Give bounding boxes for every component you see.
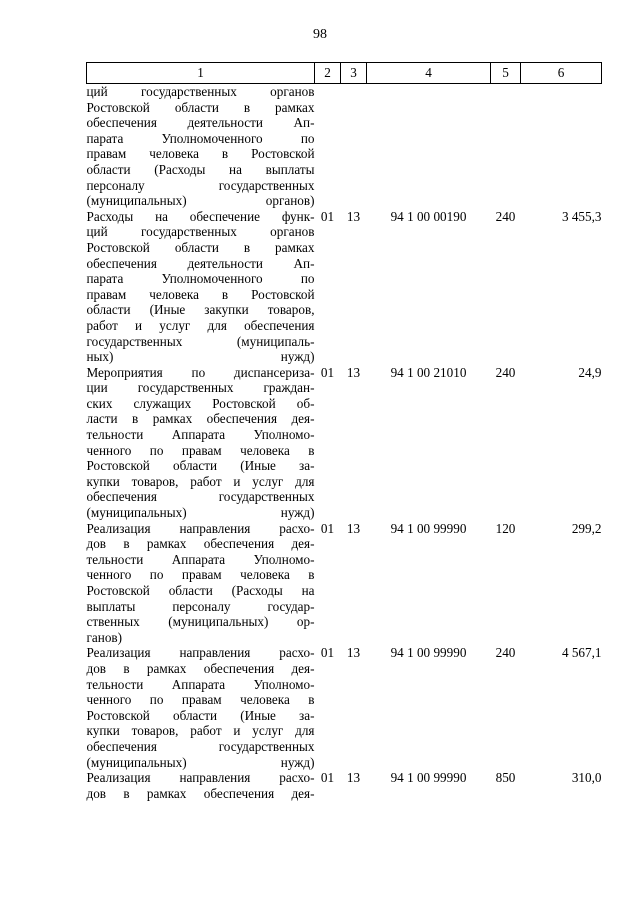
row-description: [87, 770, 315, 801]
description-line: Ростовской области (Расходы на: [86, 583, 315, 598]
description-line: (муниципальных) нужд): [86, 754, 315, 770]
description-line: дов в рамках обеспечения дея-: [86, 785, 315, 801]
description-line: (муниципальных) нужд): [86, 505, 315, 521]
description-line: купки товаров, работ и услуг для: [86, 473, 315, 489]
column-header: 3: [341, 63, 367, 84]
description-line: ченного по правам человека в: [86, 567, 315, 583]
description-line: дов в рамках обеспечения дея-: [86, 536, 315, 552]
expense-type-code: 120: [495, 520, 516, 536]
description-line: тельности Аппарата Уполномо-: [86, 676, 315, 692]
table-header-row: [87, 63, 602, 84]
description-line: ласти в рамках обеспечения дея-: [86, 411, 315, 427]
column-header: 2: [315, 63, 341, 84]
description-line: Реализация направления расхо-: [86, 645, 315, 661]
section-code: 01: [320, 520, 335, 536]
target-article-code: 94 1 00 99990: [390, 520, 467, 536]
description-line: ченного по правам человека в: [86, 442, 315, 458]
description-line: области (Иные закупки товаров,: [86, 302, 315, 318]
description-line: Реализация направления расхо-: [86, 520, 315, 536]
subsection-code: 13: [346, 208, 361, 224]
description-line: обеспечения государственных: [86, 738, 315, 754]
description-line: обеспечения государственных: [86, 489, 315, 505]
section-code: 01: [320, 645, 335, 661]
description-line: Расходы на обеспечение функ-: [86, 208, 315, 224]
description-line: обеспечения деятельности Ап-: [86, 115, 315, 131]
target-article-code: [367, 84, 491, 209]
table-row: [87, 365, 602, 521]
target-article-code: 94 1 00 99990: [390, 645, 467, 661]
description-line: тельности Аппарата Уполномо-: [86, 551, 315, 567]
description-line: Ростовской области (Иные за-: [86, 707, 315, 723]
description-line: правам человека в Ростовской: [86, 286, 315, 302]
budget-table: [86, 62, 602, 801]
row-description: [87, 521, 315, 646]
description-line: парата Уполномоченного по: [86, 130, 315, 146]
description-line: ганов): [86, 629, 123, 645]
table-row: [87, 209, 602, 365]
amount-value: 3 455,3: [561, 208, 602, 224]
expense-type-code: 240: [495, 364, 516, 380]
description-line: Реализация направления расхо-: [86, 770, 315, 786]
table-body: [87, 84, 602, 802]
section-code: 01: [320, 770, 335, 786]
table-row: [87, 521, 602, 646]
description-line: правам человека в Ростовской: [86, 146, 315, 162]
table-row: [87, 84, 602, 209]
description-line: ции государственных граждан-: [86, 380, 315, 396]
target-article-code: 94 1 00 99990: [390, 770, 467, 786]
description-line: Ростовской области в рамках: [86, 239, 315, 255]
description-line: ских служащих Ростовской об-: [86, 395, 315, 411]
subsection-code: 13: [346, 364, 361, 380]
amount-value: 24,9: [578, 364, 602, 380]
description-line: государственных (муниципаль-: [86, 333, 315, 349]
description-line: ственных (муниципальных) ор-: [86, 614, 315, 630]
section-code: 01: [320, 208, 335, 224]
description-line: купки товаров, работ и услуг для: [86, 723, 315, 739]
row-description: [87, 84, 315, 209]
expense-type-code: 240: [495, 208, 516, 224]
target-article-code: 94 1 00 00190: [390, 208, 467, 224]
description-line: ций государственных органов: [86, 224, 315, 240]
amount-value: 4 567,1: [561, 645, 602, 661]
description-line: Мероприятия по диспансериза-: [86, 364, 315, 380]
table-row: [87, 770, 602, 801]
column-header: 6: [521, 63, 602, 84]
description-line: Ростовской области (Иные за-: [86, 458, 315, 474]
subsection-code: 13: [346, 645, 361, 661]
amount-value: 299,2: [571, 520, 602, 536]
description-line: ченного по правам человека в: [86, 692, 315, 708]
row-description: [87, 645, 315, 770]
description-line: Ростовской области в рамках: [86, 99, 315, 115]
description-line: области (Расходы на выплаты: [86, 161, 315, 177]
description-line: персоналу государственных: [86, 177, 315, 193]
expense-type-code: 240: [495, 645, 516, 661]
column-header: 5: [491, 63, 521, 84]
subsection-code: 13: [346, 770, 361, 786]
description-line: тельности Аппарата Уполномо-: [86, 427, 315, 443]
section-code: [315, 84, 341, 209]
subsection-code: [341, 84, 367, 209]
row-description: [87, 209, 315, 365]
expense-type-code: 850: [495, 770, 516, 786]
table-row: [87, 645, 602, 770]
description-line: ных) нужд): [86, 349, 315, 365]
row-description: [87, 365, 315, 521]
description-line: парата Уполномоченного по: [86, 271, 315, 287]
description-line: дов в рамках обеспечения дея-: [86, 660, 315, 676]
description-line: работ и услуг для обеспечения: [86, 317, 315, 333]
column-header: 4: [367, 63, 491, 84]
amount-value: [521, 84, 602, 209]
description-line: обеспечения деятельности Ап-: [86, 255, 315, 271]
description-line: выплаты персоналу государ-: [86, 598, 315, 614]
expense-type-code: [491, 84, 521, 209]
amount-value: 310,0: [571, 770, 602, 786]
column-header: 1: [87, 63, 315, 84]
target-article-code: 94 1 00 21010: [390, 364, 467, 380]
section-code: 01: [320, 364, 335, 380]
subsection-code: 13: [346, 520, 361, 536]
description-line: (муниципальных) органов): [86, 193, 315, 209]
page-number: 98: [313, 27, 327, 42]
description-line: ций государственных органов: [86, 84, 315, 99]
